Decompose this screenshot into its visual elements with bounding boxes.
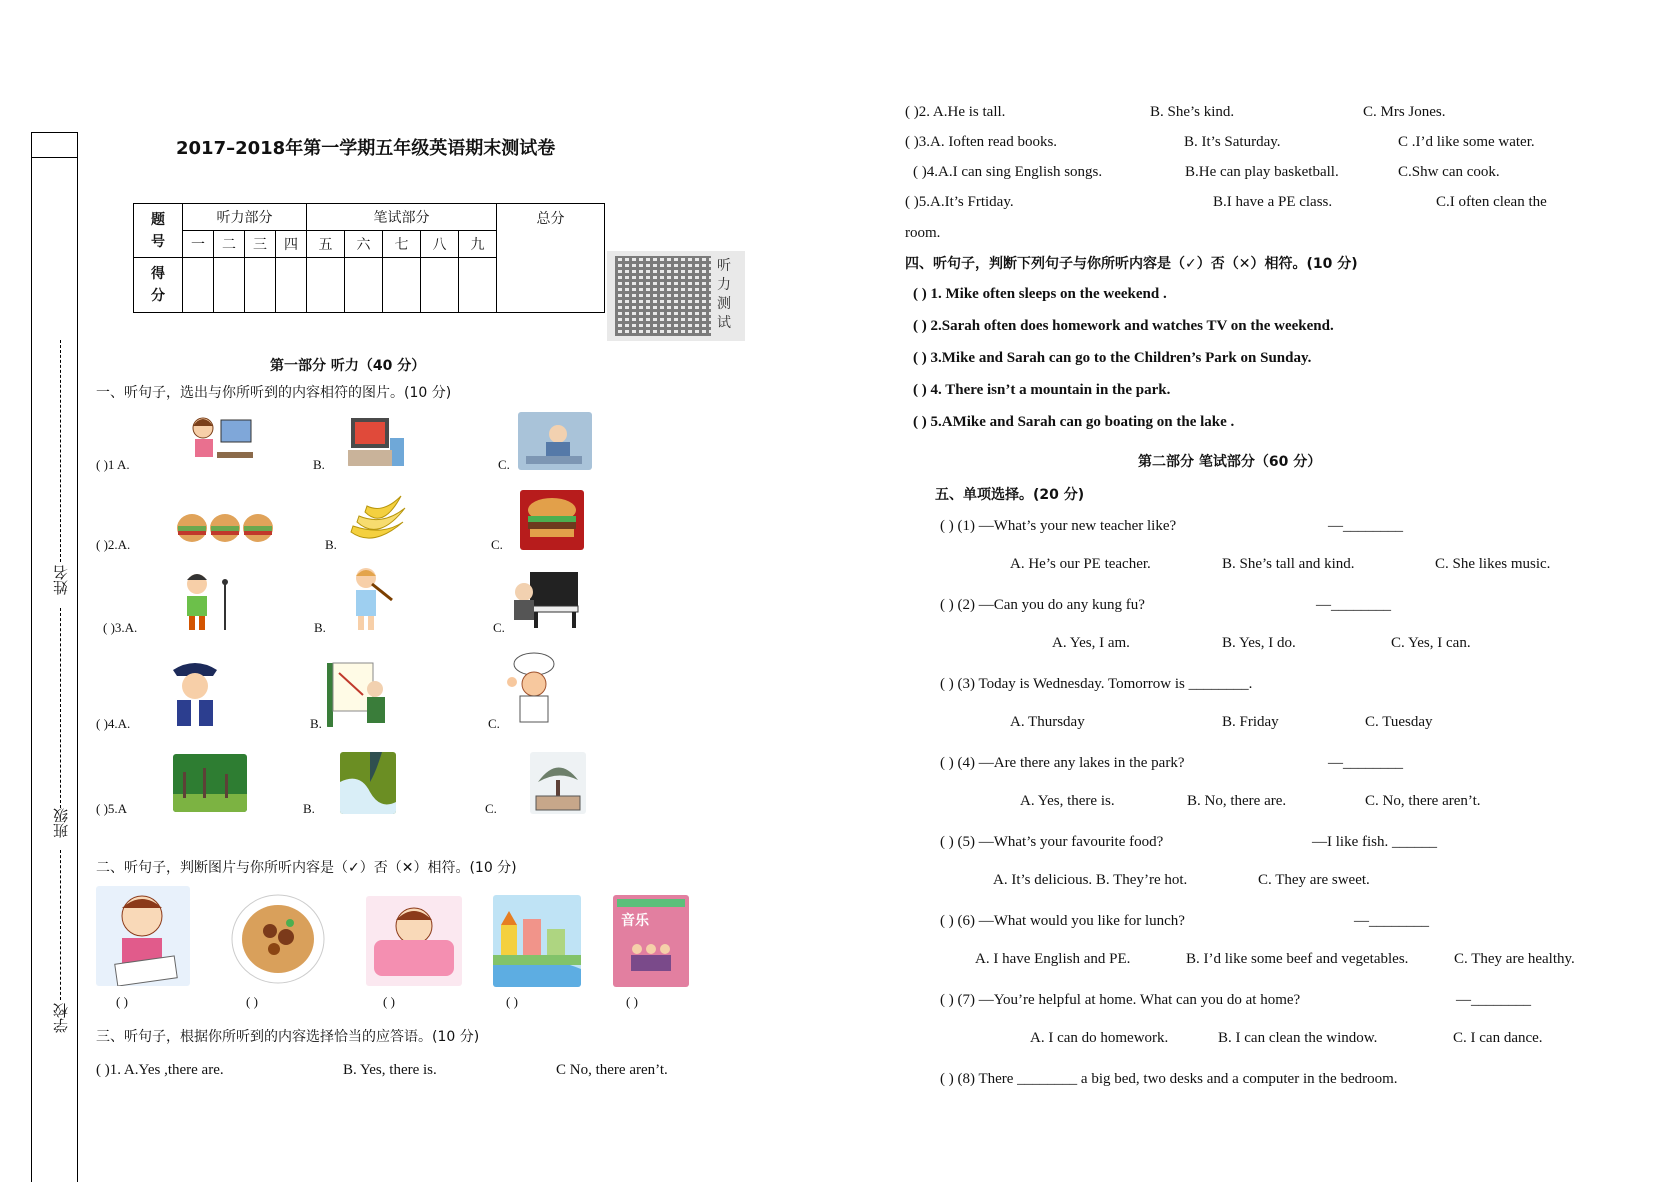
sec5-q1-c: C. She likes music. (1435, 556, 1551, 572)
margin-border-top2 (31, 157, 78, 158)
sec5-q7: ( ) (7) —You’re helpful at home. What can you do at home? (940, 992, 1301, 1008)
sec1-q2-num: ( )2.A. (96, 537, 131, 552)
score-header-number (134, 204, 183, 258)
qr-label: 听力测试 (717, 258, 731, 331)
picture-music-book (613, 895, 689, 987)
picture-bananas (343, 492, 411, 550)
sec5-q5-c: C. They are sweet. (1258, 872, 1370, 888)
margin-class-label: 班级 (52, 808, 70, 838)
sec5-q5: ( ) (5) —What’s your favourite food? (940, 834, 1164, 850)
score-num-3: 三 (245, 231, 276, 258)
score-row-label (134, 258, 183, 313)
sec5-q3: ( ) (3) Today is Wednesday. Tomorrow is ________. (940, 676, 1253, 692)
sec4-item-2: ( ) 2.Sarah often does homework and watches TV on the weekend. (913, 318, 1334, 334)
sec2-heading: 二、听句子，判断图片与你所听内容是（✓）否（✕）相符。(10 分) (96, 860, 517, 876)
sec2-paren-2: ( ) (246, 994, 258, 1009)
sec5-q7-a: A. I can do homework. (1030, 1030, 1169, 1046)
sec1-heading: 一、听句子，选出与你所听到的内容相符的图片。(10 分) (96, 385, 452, 401)
sec5-q2-c: C. Yes, I can. (1391, 635, 1471, 651)
picture-boy-reading (518, 412, 592, 470)
sec3-q5-c: C.I often clean the (1436, 194, 1547, 210)
sec2-paren-3: ( ) (383, 994, 395, 1009)
sec5-q2-blank: —________ (1316, 597, 1391, 613)
sec5-q6-a: A. I have English and PE. (975, 951, 1131, 967)
part1-heading: 第一部分 听力（40 分） (270, 358, 426, 374)
sec3-q4: ( )4.A.I can sing English songs. (913, 164, 1103, 180)
qr-pattern (615, 256, 711, 336)
sec3-q5-wrap: room. (905, 225, 941, 241)
sec5-q1-b: B. She’s tall and kind. (1222, 556, 1355, 572)
margin-school-label: 学校 (52, 1003, 70, 1033)
sec5-q3-c: C. Tuesday (1365, 714, 1433, 730)
picture-tv (348, 412, 408, 468)
qr-code[interactable] (607, 251, 745, 341)
score-header-number-label: 题 号 (151, 211, 165, 250)
sec3-q1: ( )1. A.Yes ,there are. (96, 1062, 224, 1078)
sec2-paren-5: ( ) (626, 994, 638, 1009)
sec3-q2-b: B. She’s kind. (1150, 104, 1235, 120)
sec5-q1: ( ) (1) —What’s your new teacher like? (940, 518, 1177, 534)
sec3-q2: ( )2. A.He is tall. (905, 104, 1006, 120)
picture-noodles (230, 893, 326, 985)
margin-dash-1 (60, 340, 61, 562)
score-num-4: 四 (276, 231, 307, 258)
picture-teacher (327, 659, 389, 729)
score-header-total: 总分 (497, 204, 605, 313)
sec5-q6-blank: —________ (1354, 913, 1429, 929)
sec5-q6-c: C. They are healthy. (1454, 951, 1575, 967)
sec5-q1-blank: —________ (1328, 518, 1403, 534)
picture-girl-computer (183, 412, 259, 472)
sec3-q5: ( )5.A.It’s Frtiday. (905, 194, 1014, 210)
score-header-writing: 笔试部分 (307, 204, 497, 231)
picture-town (493, 895, 581, 987)
sec4-item-3: ( ) 3.Mike and Sarah can go to the Children’s Park on Sunday. (913, 350, 1312, 366)
sec1-q5-b: B. (303, 801, 315, 816)
sec1-q4-num: ( )4.A. (96, 716, 131, 731)
sec3-q3-c: C .I’d like some water. (1398, 134, 1535, 150)
score-num-6: 六 (345, 231, 383, 258)
sec5-q4-c: C. No, there aren’t. (1365, 793, 1481, 809)
sec1-q2-c: C. (491, 537, 503, 552)
sec1-q1-c: C. (498, 457, 510, 472)
sec5-heading: 五、单项选择。(20 分) (935, 487, 1085, 503)
picture-cook (500, 652, 564, 728)
picture-police (167, 656, 223, 730)
sec5-q5-blank: —I like fish. ______ (1312, 834, 1437, 850)
music-book-title: 音乐 (621, 913, 649, 929)
sec1-q3-b: B. (314, 620, 326, 635)
sec3-q4-c: C.Shw can cook. (1398, 164, 1500, 180)
sec1-q5-num: ( )5.A (96, 801, 128, 816)
sec1-q4-b: B. (310, 716, 322, 731)
margin-border-top (31, 132, 78, 133)
picture-girl-sleeping (366, 896, 462, 986)
sec3-q3: ( )3.A. Ioften read books. (905, 134, 1058, 150)
sec1-q4-c: C. (488, 716, 500, 731)
sec5-q7-c: C. I can dance. (1453, 1030, 1543, 1046)
sec3-heading: 三、听句子，根据你所听到的内容选择恰当的应答语。(10 分) (96, 1029, 480, 1045)
score-cell[interactable] (214, 258, 245, 313)
exam-title: 2017–2018年第一学期五年级英语期末测试卷 (176, 138, 556, 159)
sec4-item-4: ( ) 4. There isn’t a mountain in the park. (913, 382, 1171, 398)
picture-hamburgers (175, 508, 275, 548)
sec2-paren-1: ( ) (116, 994, 128, 1009)
score-cell[interactable] (345, 258, 383, 313)
score-header-listening: 听力部分 (183, 204, 307, 231)
sec5-q2-a: A. Yes, I am. (1052, 635, 1130, 651)
sec5-q7-blank: —________ (1456, 992, 1531, 1008)
sec5-q4: ( ) (4) —Are there any lakes in the park? (940, 755, 1185, 771)
part2-heading: 第二部分 笔试部分（60 分） (1138, 454, 1322, 470)
score-table (133, 203, 605, 313)
sec1-q3-c: C. (493, 620, 505, 635)
sec1-q2-b: B. (325, 537, 337, 552)
sec1-q5-c: C. (485, 801, 497, 816)
sec5-q4-blank: —________ (1328, 755, 1403, 771)
sec3-q5-b: B.I have a PE class. (1213, 194, 1333, 210)
score-cell[interactable] (307, 258, 345, 313)
sec3-q4-b: B.He can play basketball. (1185, 164, 1339, 180)
score-num-7: 七 (383, 231, 421, 258)
sec1-q1-b: B. (313, 457, 325, 472)
sec5-q3-a: A. Thursday (1010, 714, 1085, 730)
sec1-q3-num: ( )3.A. (103, 620, 138, 635)
sec1-q1-num: ( )1 A. (96, 457, 130, 472)
score-num-2: 二 (214, 231, 245, 258)
score-row-label-text: 得 分 (151, 266, 165, 304)
sec3-q3-b: B. It’s Saturday. (1184, 134, 1281, 150)
picture-girl-singing (175, 570, 237, 634)
score-cell[interactable] (183, 258, 214, 313)
picture-boy-piano (510, 566, 580, 630)
sec2-paren-4: ( ) (506, 994, 518, 1009)
score-cell[interactable] (383, 258, 421, 313)
score-num-8: 八 (421, 231, 459, 258)
sec5-q8: ( ) (8) There ________ a big bed, two desks and a computer in the bedroom. (940, 1071, 1398, 1087)
margin-border-left (31, 132, 32, 1182)
picture-burger (520, 490, 584, 550)
sec4-item-5: ( ) 5.AMike and Sarah can go boating on the lake . (913, 414, 1235, 430)
sec3-q2-c: C. Mrs Jones. (1363, 104, 1446, 120)
sec5-q4-b: B. No, there are. (1187, 793, 1287, 809)
margin-border-right (77, 132, 78, 1182)
sec5-q4-a: A. Yes, there is. (1020, 793, 1115, 809)
score-cell[interactable] (421, 258, 459, 313)
sec4-heading: 四、听句子，判断下列句子与你所听内容是（✓）否（✕）相符。(10 分) (905, 256, 1358, 272)
picture-tree-house (530, 752, 586, 814)
sec3-q1-b: B. Yes, there is. (343, 1062, 437, 1078)
sec5-q3-b: B. Friday (1222, 714, 1279, 730)
sec5-q6: ( ) (6) —What would you like for lunch? (940, 913, 1185, 929)
sec5-q6-b: B. I’d like some beef and vegetables. (1186, 951, 1409, 967)
score-cell[interactable] (459, 258, 497, 313)
sec5-q2: ( ) (2) —Can you do any kung fu? (940, 597, 1145, 613)
score-num-1: 一 (183, 231, 214, 258)
sec5-q5-a: A. It’s delicious. B. They’re hot. (993, 872, 1188, 888)
picture-forest (173, 754, 247, 812)
sec5-q1-a: A. He’s our PE teacher. (1010, 556, 1151, 572)
sec5-q2-b: B. Yes, I do. (1222, 635, 1296, 651)
picture-river (340, 752, 396, 814)
sec5-q7-b: B. I can clean the window. (1218, 1030, 1378, 1046)
score-num-9: 九 (459, 231, 497, 258)
sec3-q1-c: C No, there aren’t. (556, 1062, 668, 1078)
score-num-5: 五 (307, 231, 345, 258)
score-cell[interactable] (245, 258, 276, 313)
score-cell[interactable] (276, 258, 307, 313)
margin-dash-2 (60, 608, 61, 808)
margin-dash-3 (60, 850, 61, 1000)
picture-girl-drawing (96, 886, 190, 986)
picture-girl-violin (342, 564, 394, 634)
sec4-item-1: ( ) 1. Mike often sleeps on the weekend . (913, 286, 1167, 302)
margin-name-label: 姓名 (52, 565, 70, 595)
